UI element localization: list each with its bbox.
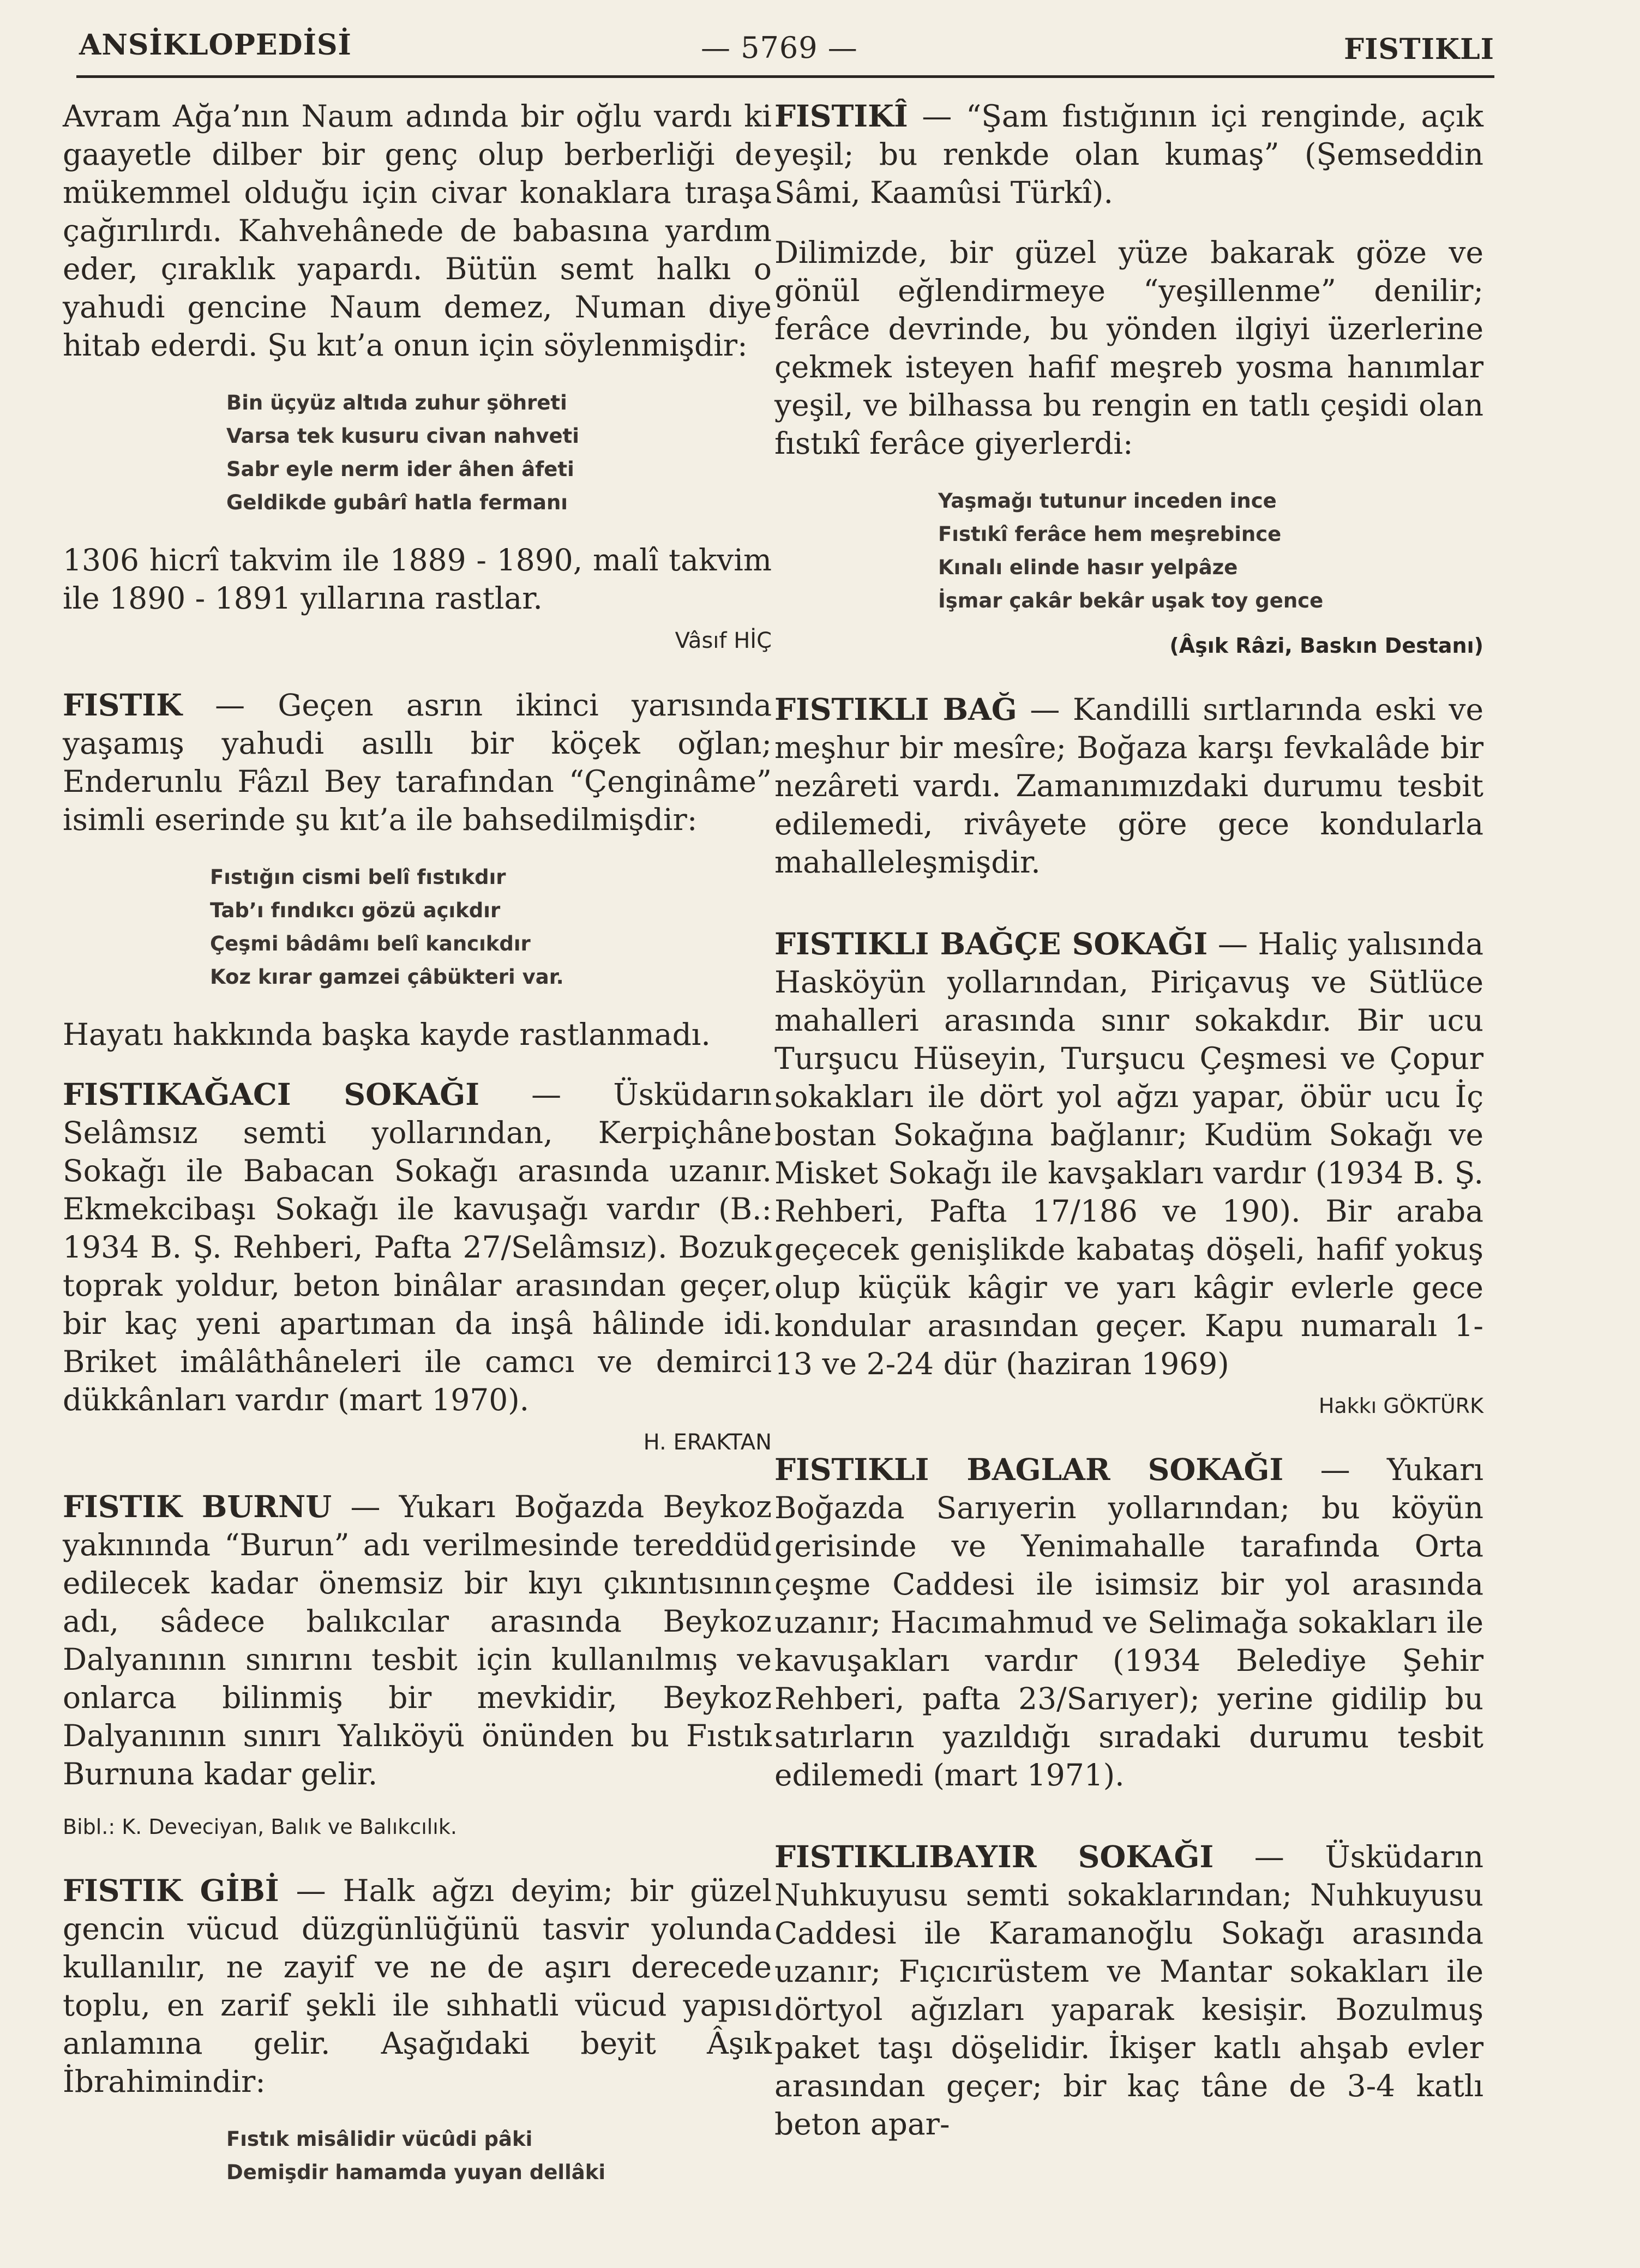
- paragraph: 1306 hicrî takvim ile 1889 - 1890, malî takvim ile 1890 - 1891 yıllarına rastlar.: [63, 543, 772, 616]
- verse-line: Sabr eyle nerm ider âhen âfeti: [226, 458, 574, 481]
- entry-fistikli-baglar-sokagi: [774, 1451, 1483, 1794]
- verse-line: Tab’ı fındıkcı gözü açıkdır: [210, 899, 501, 922]
- header-rule: [76, 75, 1494, 78]
- paragraph: Hayatı hakkında başka kayde rastlanmadı.: [63, 1017, 711, 1052]
- entry-headword: FISTIKLIBAYIR SOKAĞI: [774, 1839, 1214, 1874]
- entry-headword: FISTIK BURNU: [63, 1489, 332, 1524]
- verse-block: [63, 2122, 772, 2189]
- entry-fistik: [63, 686, 772, 839]
- entry-text: — Geçen asrın ikinci yarısında yaşamış yahudi asıllı bir köçek oğlan; Enderunlu Fâzıl Bey tarafından “Çenginâme” isimli eserinde şu kıt’a ile bahsedilmişdir:: [63, 688, 772, 837]
- entry-headword: FISTIKÎ: [774, 98, 908, 134]
- verse-line: Fıstıkî ferâce hem meşrebince: [938, 522, 1282, 546]
- verse-line: Fıstık misâlidir vücûdi pâki: [226, 2127, 533, 2151]
- verse-line: Bin üçyüz altıda zuhur şöhreti: [226, 391, 567, 414]
- spacer: [774, 1816, 1483, 1838]
- entry-text: — Üsküdarın Selâmsız semti yollarından, Kerpiçhâne Sokağı ile Babacan Sokağı arasında uzanır. Ekmekcibaşı Sokağı ile kavuşağı vardır (B.: 1934 B. Ş. Rehberi, Pafta 27/Selâmsız). Bozuk toprak yoldur, beton binâlar arasından geçer, bir kaç yeni apartıman da inşâ hâlinde idi. Briket imâlâthâneleri ile camcı ve demirci dükkânları vardır (mart 1970).: [63, 1077, 772, 1417]
- entry-headword: FISTIK: [63, 687, 182, 723]
- entry-headword: FISTIKAĞACI SOKAĞI: [63, 1076, 479, 1112]
- bibliography: Bibl.: K. Deveciyan, Balık ve Balıkcılık.: [63, 1815, 457, 1839]
- author-signature: Hakkı GÖKTÜRK: [1318, 1394, 1483, 1418]
- entry-text: — Yukarı Boğazda Beykoz yakınında “Burun” adı verilmesinde tereddüd edilecek kadar önemsiz bir kıyı çıkıntısının adı, sâdece balıkcılar arasında Beykoz Dalyanının sınırını tesbit için kullanılmış ve onlarca bilinmiş bir mevkidir, Beykoz Dalyanının sınırı Yalıköyü önünden bu Fıstık Burnuna kadar gelir.: [63, 1489, 772, 1791]
- entry-text: — Yukarı Boğazda Sarıyerin yollarından; bu köyün gerisinde ve Yenimahalle tarafında Orta çeşme Caddesi ile isimsiz bir yol arasında uzanır; Hacımahmud ve Selimağa sokakları ile kavuşakları vardır (1934 Belediye Şehir Rehberi, pafta 23/Sarıyer); yerine gidilip bu satırların yazıldığı sıradaki durumu tesbit edilemedi (mart 1971).: [774, 1452, 1484, 1792]
- left-column: [63, 97, 772, 2211]
- entry-fistik-burnu: [63, 1488, 772, 1793]
- verse-line: Fıstığın cismi belî fıstıkdır: [210, 865, 506, 889]
- verse-line: İşmar çakâr bekâr uşak toy gence: [938, 589, 1324, 612]
- verse-line: Çeşmi bâdâmı belî kancıkdır: [210, 932, 531, 955]
- entry-text: — Üsküdarın Nuhkuyusu semti sokaklarından; Nuhkuyusu Caddesi ile Karamanoğlu Sokağı arasında uzanır; Fıçıcırüstem ve Mantar sokakları ile dörtyol ağızları yaparak kesişir. Bozulmuş paket taşı döşelidir. İkişer katlı ahşab evler arasından geçer; bir kaç tâne de 3-4 katlı beton apar-: [774, 1839, 1483, 2141]
- right-column: [774, 97, 1483, 2165]
- verse-citation: (Âşık Râzi, Baskın Destanı): [1169, 634, 1483, 658]
- entry-fistiki: [774, 97, 1483, 212]
- entry-headword: FISTIKLI BAĞ: [774, 691, 1017, 727]
- verse-line: Geldikde gubârî hatla fermanı: [226, 491, 568, 514]
- entry-fistikagaci-sokagi: [63, 1075, 772, 1419]
- verse-block: [63, 861, 772, 994]
- header-right: FISTIKLI: [1344, 33, 1494, 66]
- verse-line: Demişdir hamamda yuyan dellâki: [226, 2161, 606, 2184]
- author-signature: H. ERAKTAN: [643, 1430, 772, 1455]
- entry-headword: FISTIKLI BAĞÇE SOKAĞI: [774, 926, 1208, 961]
- verse-line: Kınalı elinde hasır yelpâze: [938, 556, 1238, 579]
- verse-line: Varsa tek kusuru civan nahveti: [226, 424, 579, 448]
- entry-fistik-gibi: [63, 1872, 772, 2101]
- entry-fistiklibayir-sokagi: [774, 1838, 1483, 2143]
- entry-headword: FISTIK GİBİ: [63, 1873, 279, 1908]
- author-signature: Vâsıf HİÇ: [675, 628, 772, 653]
- running-header: [65, 28, 1494, 72]
- entry-fistikli-bag: [774, 690, 1483, 881]
- header-left: ANSİKLOPEDİSİ: [79, 28, 352, 62]
- entry-text: — “Şam fıstığının içi renginde, açık yeşil; bu renkde olan kumaş” (Şemseddin Sâmi, Kaamûsi Türkî).: [774, 99, 1483, 210]
- paragraph: Avram Ağa’nın Naum adında bir oğlu vardı ki gaayetle dilber bir genç olup berberliği de mükemmel olduğu için civar konaklara tıraşa çağırılırdı. Kahvehânede de babasına yardım eder, çıraklık yapardı. Bütün semt halkı o yahudi gencine Naum demez, Numan diye hitab ederdi. Şu kıt’a onun için söylenmişdir:: [63, 99, 772, 363]
- entry-text: — Kandilli sırtlarında eski ve meşhur bir mesîre; Boğaza karşı fevkalâde bir nezâreti vardı. Zamanımızdaki durumu tesbit edilemedi, rivâyete göre gece kondularla mahalleleşmişdir.: [774, 692, 1483, 880]
- entry-headword: FISTIKLI BAGLAR SOKAĞI: [774, 1452, 1284, 1487]
- verse-line: Koz kırar gamzei çâbükteri var.: [210, 965, 564, 989]
- spacer: [774, 903, 1483, 925]
- paragraph: Dilimizde, bir güzel yüze bakarak göze ve gönül eğlendirmeye “yeşillenme” denilir; ferâce devrinde, bu yönden ilgiyi üzerlerine çekmek isteyen hafif meşreb yosma hanımlar yeşil, ve bilhassa bu rengin en tatlı çeşidi olan fıstıkî ferâce giyerlerdi:: [774, 235, 1483, 461]
- entry-text: — Haliç yalısında Hasköyün yollarından, Piriçavuş ve Sütlüce mahalleri arasında sınır sokakdır. Bir ucu Turşucu Hüseyin, Turşucu Çeşmesi ve Çopur sokakları ile dört yol ağzı yapar, öbür ucu İç bostan Sokağına bağlanır; Kudüm Sokağı ve Misket Sokağı ile kavşakları vardır (1934 B. Ş. Rehberi, Pafta 17/186 ve 190). Bir araba geçecek genişlikde kabataş döşeli, hafif yokuş olup küçük kâgir ve yarı kâgir evlerle gece kondular arasından geçer. Kapu numaralı 1-13 ve 2-24 dür (haziran 1969): [774, 927, 1483, 1381]
- entry-text: — Halk ağzı deyim; bir güzel gencin vücud düzgünlüğünü tasvir yolunda kullanılır, ne zayif ve ne de aşırı derecede toplu, en zarif şekli ile sıhhatli vücud yapısı anlamına gelir. Aşağıdaki beyit Âşık İbrahimindir:: [63, 1873, 772, 2099]
- verse-block: [63, 386, 772, 519]
- entry-fistikli-bagce-sokagi: [774, 925, 1483, 1383]
- verse-block: [774, 484, 1483, 617]
- page-number: — 5769 —: [701, 31, 858, 65]
- verse-line: Yaşmağı tutunur inceden ince: [938, 489, 1277, 513]
